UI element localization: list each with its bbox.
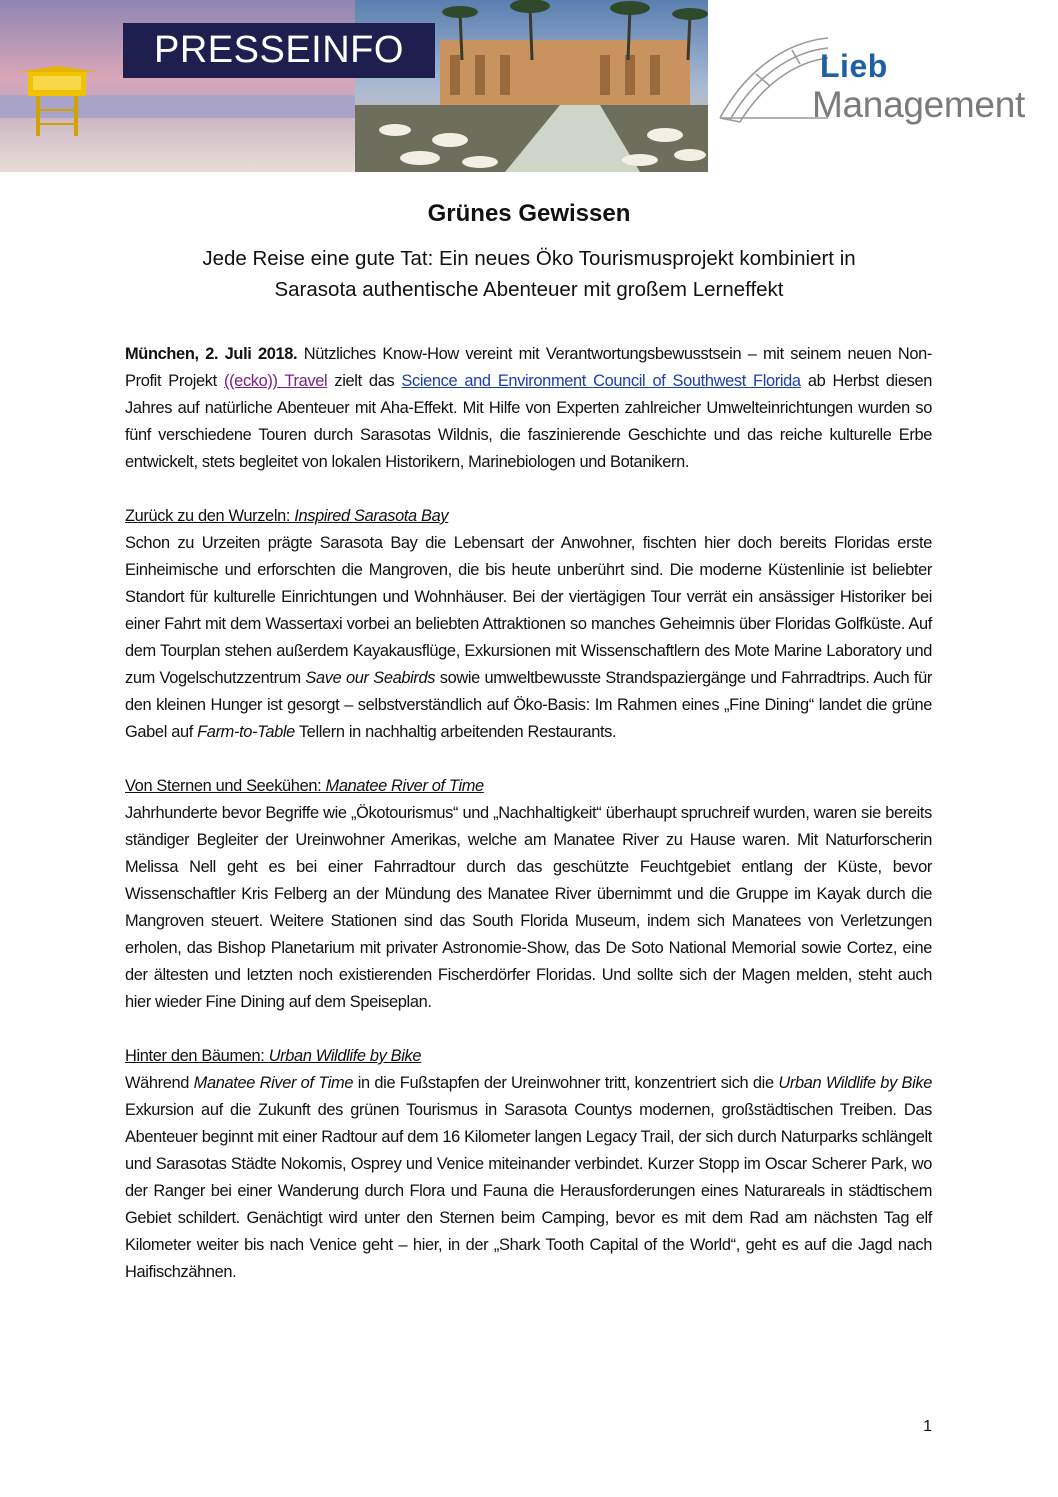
subtitle-line-2: Sarasota authentische Abenteuer mit großem Lerneffekt <box>274 278 784 301</box>
section-heading-urban-wildlife <box>125 1043 932 1070</box>
intro-paragraph <box>125 341 932 476</box>
paragraph-text: sowie umweltbewusste Strandspaziergänge und Fahrradtrips. Auch für den kleinen Hunger ist gesorgt – selbstverständlich auf Öko-Basis: Im Rahmen eines „Fine Dining“ landet die grüne Gabel auf <box>125 669 932 741</box>
heading-text: Von Sternen und Seekühen: <box>125 777 326 795</box>
heading-tour-name: Inspired Sarasota Bay <box>294 507 449 525</box>
section-heading-inspired-sarasota-bay <box>125 503 932 530</box>
presseinfo-label: PRESSEINFO <box>154 29 404 71</box>
emphasis-text: Urban Wildlife by Bike <box>778 1074 933 1092</box>
heading-text: Zurück zu den Wurzeln: <box>125 507 295 525</box>
intro-text-3: ab Herbst diesen Jahres auf natürliche Abenteuer mit Aha-Effekt. Mit Hilfe von Experten zahlreicher Umwelteinrichtungen wurden so fünf verschiedene Touren durch Sarasotas Wildnis, die faszinierende Geschichte und das reiche kulturelle Erbe entwickelt, stets begleitet von lokalen Historikern, Marinebiologen und Botanikern. <box>125 372 932 471</box>
heading-tour-name: Urban Wildlife by Bike <box>268 1047 422 1065</box>
subtitle-line-1: Jede Reise eine gute Tat: Ein neues Öko Tourismusprojekt kombiniert in <box>202 247 856 270</box>
ecko-travel-link[interactable]: ((ecko)) Travel <box>223 372 328 390</box>
emphasis-text: Manatee River of Time <box>193 1074 354 1092</box>
paragraph-text: Schon zu Urzeiten prägte Sarasota Bay die Lebensart der Anwohner, fischten hier doch bereits Floridas erste Einheimische und erforschten die Mangroven, die bis heute unberührt sind. Die moderne Küstenlinie ist beliebter Standort für kulturelle Einrichtungen und Wohnhäuser. Bei der viertägigen Tour verrät ein ansässiger Historiker bei einer Fahrt mit dem Wassertaxi vorbei an beliebten Attraktionen so manches Geheimnis über Floridas Golfküste. Auf dem Tourplan stehen außerdem Kayakausflüge, Exkursionen mit Wissenschaftlern des Mote Marine Laboratory und zum Vogelschutzzentrum <box>125 534 932 687</box>
paragraph-text: Exkursion auf die Zukunft des grünen Tourismus in Sarasota Countys modernen, großstädtischen Treiben. Das Abenteuer beginnt mit einer Radtour auf dem 16 Kilometer langen Legacy Trail, der sich durch Naturparks schlängelt und Sarasotas Städte Nokomis, Osprey und Venice miteinander verbindet. Kurzer Stopp im Oscar Scherer Park, wo der Ranger bei einer Wanderung durch Flora und Fauna die Herausforderungen eines Naturareals in städtischem Gebiet schildert. Genächtigt wird unter den Sternen beim Camping, bevor es mit dem Rad am nächsten Tag elf Kilometer weiter bis nach Venice geht – hier, in der „Shark Tooth Capital of the World“, geht es auf die Jagd nach Haifischzähnen. <box>125 1101 932 1281</box>
logo-wordmark-lieb: Lieb <box>820 48 888 84</box>
paragraph-text: in die Fußstapfen der Ureinwohner tritt, konzentriert sich die <box>353 1074 779 1092</box>
page-subtitle <box>0 243 1058 305</box>
heading-tour-name: Manatee River of Time <box>325 777 484 795</box>
sec-swfl-link[interactable]: Science and Environment Council of Southwest Florida <box>401 372 801 390</box>
section-paragraph-manatee-river: Jahrhunderte bevor Begriffe wie „Ökotourismus“ und „Nachhaltigkeit“ überhaupt spruchreif wurden, waren sie bereits ständiger Begleiter der Ureinwohner Amerikas, welche am Manatee River zu Hause waren. Mit Naturforscherin Melissa Nell geht es bei einer Fahrradtour durch das geschützte Feuchtgebiet entlang der Küste, bevor Wissenschaftler Kris Felberg an der Mündung des Manatee River übernimmt und die Gruppe im Kayak durch die Mangroven steuert. Weitere Stationen sind das South Florida Museum, indem sich Manatees von Verletzungen erholen, das Bishop Planetarium mit privater Astronomie-Show, das De Soto National Memorial sowie Cortez, eine der ältesten und letzten noch existierenden Fischerdörfer Floridas. Und sollte sich der Magen melden, steht auch hier wieder Fine Dining auf dem Speiseplan. <box>125 804 932 1011</box>
emphasis-text: Farm-to-Table <box>197 723 295 741</box>
emphasis-text: Save our Seabirds <box>305 669 436 687</box>
section-paragraph-urban-wildlife <box>125 1070 932 1286</box>
intro-text-2: zielt das <box>327 372 402 390</box>
header-banner <box>0 0 1058 172</box>
paragraph-text: Tellern in nachhaltig arbeitenden Restaurants. <box>294 723 617 741</box>
paragraph-text: Während <box>125 1074 194 1092</box>
logo-wordmark-management: Management <box>812 84 1025 125</box>
article-body <box>125 341 932 1286</box>
intro-text-1: Nützliches Know-How vereint mit Verantwortungsbewusstsein – mit seinem neuen Non-Profit Projekt <box>125 345 932 390</box>
page-title: Grünes Gewissen <box>427 200 631 227</box>
presseinfo-badge <box>123 23 435 78</box>
heading-text: Hinter den Bäumen: <box>125 1047 269 1065</box>
dateline: München, 2. Juli 2018. <box>125 345 298 363</box>
section-heading-manatee-river <box>125 773 932 800</box>
section-paragraph-inspired-sarasota-bay <box>125 530 932 746</box>
page-number: 1 <box>923 1418 932 1435</box>
